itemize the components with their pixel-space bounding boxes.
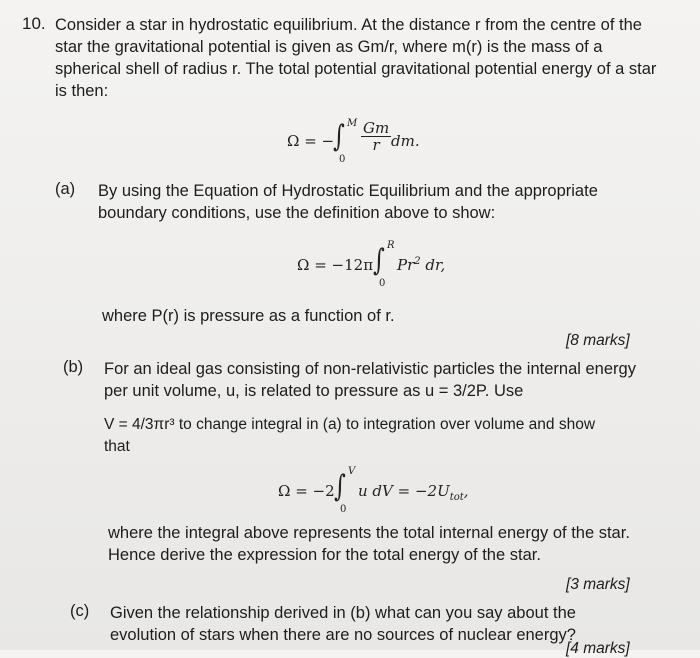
part-a-text: By using the Equation of Hydrostatic Equilibrium and the appropriate boundary conditions, use the definition above to show:	[98, 182, 598, 222]
eq1-lower-limit: 0	[339, 154, 346, 165]
part-b-after: where the integral above represents the total internal energy of the star. Hence derive the expression for the total energy of the star.	[108, 524, 630, 564]
equation-part-a	[297, 240, 497, 290]
eq-b-subscript: tot	[449, 492, 464, 503]
question-number: 10.	[22, 14, 46, 33]
part-a-after: where P(r) is pressure as a function of r.	[102, 307, 395, 325]
part-c-marks: [4 marks]	[566, 640, 630, 657]
integral-sign: ∫	[372, 243, 385, 278]
eq-a-exponent: 2	[414, 256, 421, 267]
eq1-upper-limit: M	[347, 118, 358, 129]
part-b-text: For an ideal gas consisting of non-relativistic particles the internal energy per unit volume, u, is related to pressure as u = 3/2P. Use	[104, 360, 636, 400]
part-c-text: Given the relationship derived in (b) what can you say about the evolution of stars when there are no sources of nuclear energy?	[110, 604, 576, 644]
part-a-marks: [8 marks]	[566, 332, 630, 349]
eq-a-upper-limit: R	[387, 240, 395, 251]
eq-b-integrand-text: u dV = −2U	[358, 482, 450, 500]
integral-sign: ∫	[332, 119, 345, 154]
eq1-fraction	[361, 120, 391, 153]
part-c-label: (c)	[70, 602, 90, 620]
equation-potential-energy	[287, 118, 447, 168]
equation-part-b	[278, 466, 508, 516]
eq-b-lower-limit: 0	[340, 504, 347, 515]
eq-a-integrand-base: Pr	[397, 256, 415, 274]
eq1-numerator: Gm	[363, 119, 390, 137]
part-b-text2: V = 4/3πr³ to change integral in (a) to integration over volume and show that	[104, 416, 596, 455]
eq-a-lhs: Ω = −12π	[297, 256, 374, 274]
part-b-label: (b)	[63, 358, 84, 376]
eq1-denominator: r	[372, 136, 380, 154]
eq1-tail: dm.	[391, 132, 420, 150]
eq-b-upper-limit: V	[348, 466, 356, 477]
part-b-marks: [3 marks]	[566, 576, 630, 593]
eq-b-tail: ,	[463, 482, 469, 500]
eq-a-lower-limit: 0	[379, 278, 386, 289]
eq-a-integrand	[397, 256, 445, 274]
eq1-lhs: Ω = −	[287, 132, 335, 150]
eq-b-integrand	[358, 482, 469, 503]
question-intro: Consider a star in hydrostatic equilibrium. At the distance r from the centre of the star the gravitational potential is given as Gm/r, where m(r) is the mass of a spherical shell of radius r. The total potential gravitational potential energy of a star is then:	[55, 16, 657, 100]
eq-a-tail: dr,	[420, 256, 446, 274]
integral-sign: ∫	[333, 469, 346, 504]
eq-b-lhs: Ω = −2	[278, 482, 335, 500]
part-a-label: (a)	[55, 180, 76, 198]
